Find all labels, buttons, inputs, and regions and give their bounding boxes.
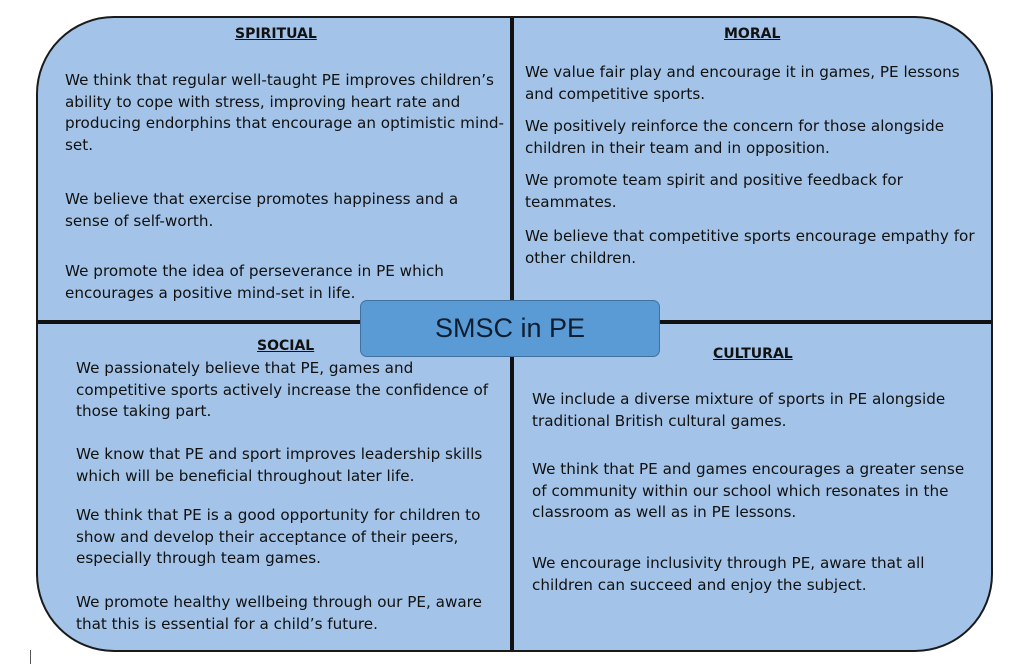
cultural-heading: CULTURAL xyxy=(713,346,793,362)
spiritual-heading: SPIRITUAL xyxy=(235,26,317,42)
cultural-paragraph-2: We think that PE and games encourages a greater sense of community within our school which resonates in the classroom as well as in PE lessons. xyxy=(532,460,965,521)
moral-paragraph-3: We promote team spirit and positive feedback for teammates. xyxy=(525,171,903,211)
moral-heading: MORAL xyxy=(724,26,781,42)
smsc-title: SMSC in PE xyxy=(434,313,586,343)
spiritual-paragraph-1: We think that regular well-taught PE improves children’s ability to cope with stress, improving heart rate and producing endorphins that encourage an optimistic mind-set. xyxy=(65,71,504,154)
moral-paragraph-4: We believe that competitive sports encourage empathy for other children. xyxy=(525,227,975,267)
text-cursor xyxy=(30,650,31,664)
social-paragraph-3: We think that PE is a good opportunity for children to show and develop their acceptance of their peers, especially through team games. xyxy=(76,506,481,567)
smsc-title-box xyxy=(360,300,660,357)
social-paragraph-4: We promote healthy wellbeing through our PE, aware that this is essential for a child’s future. xyxy=(76,593,482,633)
social-paragraph-1: We passionately believe that PE, games and competitive sports actively increase the confidence of those taking part. xyxy=(76,359,489,420)
spiritual-paragraph-2: We believe that exercise promotes happiness and a sense of self-worth. xyxy=(65,190,459,230)
moral-paragraph-1: We value fair play and encourage it in games, PE lessons and competitive sports. xyxy=(525,63,960,103)
social-heading: SOCIAL xyxy=(257,338,315,354)
social-paragraph-2: We know that PE and sport improves leadership skills which will be beneficial throughout later life. xyxy=(76,445,483,485)
cultural-paragraph-1: We include a diverse mixture of sports in PE alongside traditional British cultural games. xyxy=(532,390,946,430)
spiritual-paragraph-3: We promote the idea of perseverance in PE which encourages a positive mind-set in life. xyxy=(65,262,444,302)
cultural-paragraph-3: We encourage inclusivity through PE, aware that all children can succeed and enjoy the subject. xyxy=(532,554,925,594)
moral-paragraph-2: We positively reinforce the concern for those alongside children in their team and in opposition. xyxy=(525,117,945,157)
